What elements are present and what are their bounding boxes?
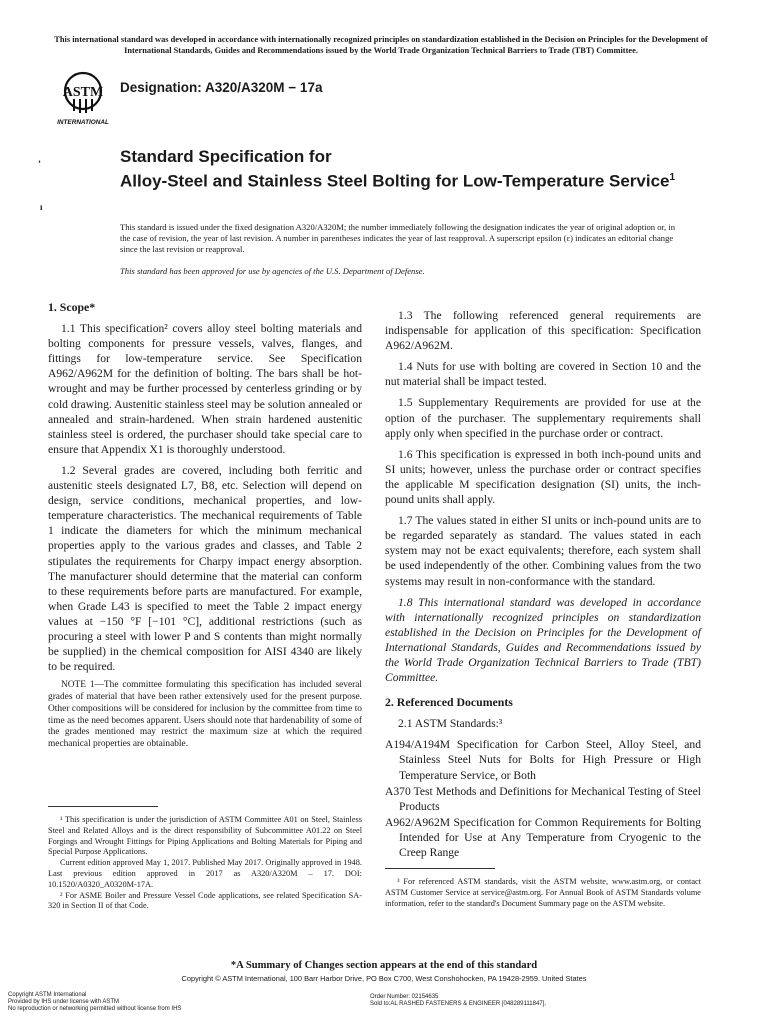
- paragraph-1-8: 1.8 This international standard was developed in accordance with internationally recognized principles on standardization established in the Decision on Principles for the Development of International Standards, Guides and Recommendations issued by the World Trade Organization Technical Barriers to Trade (TBT) Committee.: [385, 595, 701, 685]
- paragraph-1-4: 1.4 Nuts for use with bolting are covered in Section 10 and the nut material shall be impact tested.: [385, 360, 701, 389]
- summary-of-changes-note: *A Summary of Changes section appears at the end of this standard: [230, 960, 538, 971]
- order-number: Order Number: 02154635: [370, 994, 439, 1000]
- paragraph-1-3: 1.3 The following referenced general requirements are indispensable for application of this specification: Specification A962/A962M.: [385, 309, 701, 353]
- paragraph-2-1: 2.1 ASTM Standards:³: [398, 717, 503, 731]
- license-line: No reproduction or networking permitted without license from IHS: [8, 1006, 182, 1013]
- title-line-1: Standard Specification for: [120, 147, 332, 166]
- left-footnotes: [48, 806, 362, 912]
- license-info-left: [8, 992, 181, 1014]
- copyright-line: Copyright © ASTM International, 100 Barr Harbor Drive, PO Box C700, West Conshohocken, PA 19428-2959. United States: [181, 974, 587, 983]
- paragraph-1-7: 1.7 The values stated in either SI units or inch-pound units are to be regarded separately as standard. The values stated in each system may not be exact equivalents; therefore, each system shall be used independently of the other. Combining values from the two systems may result in non-conformance with the standard.: [385, 514, 701, 588]
- right-footnotes: [385, 868, 701, 909]
- issue-note: This standard is issued under the fixed designation A320/A320M; the number immediately following the designation indicates the year of original adoption or, in the case of revision, the year of last revision. A number in parentheses indicates the year of last reapproval. A superscript epsilon (ε) indicates an editorial change since the last revision or reapproval.: [120, 222, 676, 254]
- margin-mark: ı: [40, 202, 43, 212]
- sold-to: Sold to:AL RASHED FASTENERS & ENGINEER [048289111847],: [370, 1001, 546, 1008]
- title-footnote-mark: 1: [669, 172, 676, 183]
- footnote-divider: [48, 806, 158, 807]
- license-info-right: [370, 994, 546, 1008]
- margin-mark: ‚: [38, 154, 41, 164]
- footnote-divider: [385, 868, 495, 869]
- license-line: Provided by IHS under license with ASTM: [8, 999, 120, 1006]
- footnote-3: ³ For referenced ASTM standards, visit the ASTM website, www.astm.org, or contact ASTM Customer Service at service@astm.org. For Annual Book of ASTM Standards volume information, refer to the standard's Document Summary page on the ASTM website.: [385, 877, 701, 908]
- dod-approval-note: This standard has been approved for use by agencies of the U.S. Department of Defense.: [120, 266, 425, 276]
- paragraph-1-5: 1.5 Supplementary Requirements are provided for use at the option of the purchaser. The supplementary requirements shall apply only when specified in the purchase order or contract.: [385, 396, 701, 440]
- section-heading-scope: 1. Scope*: [48, 300, 96, 314]
- reference-item: A370 Test Methods and Definitions for Mechanical Testing of Steel Products: [385, 784, 701, 813]
- paragraph-1-2: 1.2 Several grades are covered, including both ferritic and austenitic steels designated L7, B8, etc. Selection will depend on design, service conditions, mechanical properties, and low-temperature characteristics. The mechanical requirements of Table 1 indicate the diameters for which the minimum mechanical properties apply to the various grades and classes, and Table 2 stipulates the requirements for Charpy impact energy absorption. The manufacturer should determine that the material can conform to these requirements before parts are manufactured. For example, when Grade L43 is specified to meet the Table 2 impact energy values at −150 °F [−101 °C], additional restrictions (such as procuring a steel with lower P and S contents than might normally be supplied) in the chemical composition for AISI 4340 are likely to be required.: [48, 463, 362, 674]
- footnote-2: ² For ASME Boiler and Pressure Vessel Code applications, see related Specification SA-320 in Section II of that Code.: [48, 890, 362, 911]
- document-title: [120, 146, 680, 192]
- logo-sublabel: INTERNATIONAL: [57, 119, 109, 126]
- standards-notice: This international standard was developed in accordance with internationally recognized principles on standardization established in the Decision on Principles for the Development of International Standards, Guides and Recommendations issued by the World Trade Organization Technical Barriers to Trade (TBT) Committee.: [54, 35, 708, 55]
- left-column: [48, 300, 362, 757]
- paragraph-1-1: 1.1 This specification² covers alloy steel bolting materials and bolting components for pressure vessels, valves, flanges, and fittings for low-temperature service. See Specification A962/A962M for the definition of bolting. The bars shall be hot-wrought and may be further processed by centerless grinding or by cold drawing. Austenitic stainless steel may be solution annealed or annealed and strain-hardened. When strain hardened austenitic stainless steel is ordered, the purchaser should take special care to ensure that Appendix X1 is thoroughly understood.: [48, 322, 362, 456]
- logo-letters: ASTM: [62, 85, 104, 100]
- right-column: [385, 308, 701, 861]
- note-1: NOTE 1—The committee formulating this specification has included several grades of material that have been rather extensively used for the present purpose. Other compositions will be considered for inclusion by the committee from time to time as the need becomes apparent. Users should note that hardenability of some of the grades mentioned may restrict the maximum size at which the required mechanical properties are obtainable.: [48, 680, 362, 750]
- reference-item: A962/A962M Specification for Common Requirements for Bolting Intended for Use at Any Temperature from Cryogenic to the Creep Range: [385, 815, 701, 859]
- title-line-2: Alloy-Steel and Stainless Steel Bolting for Low-Temperature Service: [120, 171, 670, 191]
- section-heading-referenced-documents: 2. Referenced Documents: [385, 695, 513, 710]
- license-line: Copyright ASTM International: [8, 992, 87, 998]
- footnote-1-edition: Current edition approved May 1, 2017. Published May 2017. Originally approved in 1948. Last previous edition approved in 2017 as A320/A320M – 17. DOI: 10.1520/A0320_A0320M-17A.: [48, 858, 362, 889]
- designation: Designation: A320/A320M − 17a: [120, 80, 323, 95]
- paragraph-1-6: 1.6 This specification is expressed in both inch-pound units and SI units; however, unless the purchase order or contract specifies the applicable M specification designation (SI) units, the inch-pound units shall apply.: [385, 447, 701, 507]
- footnote-1: ¹ This specification is under the jurisdiction of ASTM Committee A01 on Steel, Stainless Steel and Related Alloys and is the direct responsibility of Subcommittee A01.22 on Steel Forgings and Wrought Fittings for Piping Applications and Bolting Materials for Piping and Special Purpose Applications.: [48, 815, 362, 857]
- reference-item: A194/A194M Specification for Carbon Steel, Alloy Steel, and Stainless Steel Nuts for Bolts for High Pressure or High Temperature Service, or Both: [385, 738, 701, 782]
- astm-logo: [50, 67, 116, 127]
